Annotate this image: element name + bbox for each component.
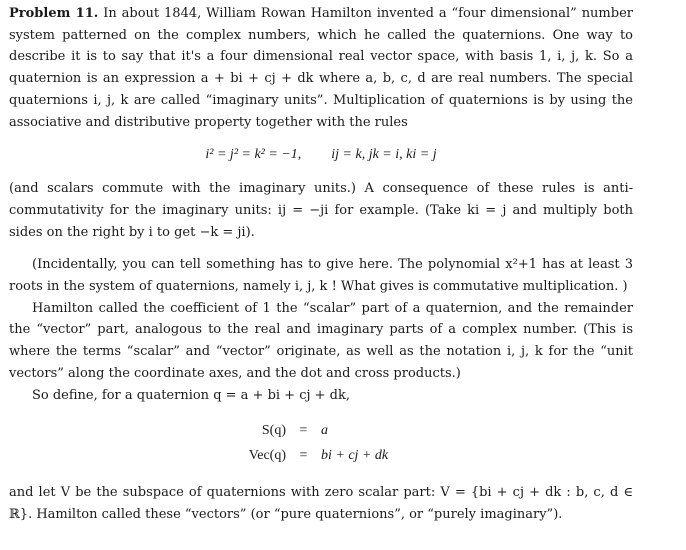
intro-text: In about 1844, William Rowan Hamilton invented a “four dimensional” number system patterned on the complex numbers, which he called the quaternions. One way to describe it is to say that it's a four dimensional real vector space, with basis 1, i, j, k. So a quaternion is an expression a + bi + cj + dk where a, b, c, d are real numbers. The special quaternions i, j, k are called “imaginary units”. Multiplication of quaternions is by using the associative and distributive property together with the rules [9,6,633,130]
problem-label: Problem 11. [9,6,99,21]
paragraph-intro [9,3,633,133]
definition-row-scalar [9,418,633,443]
paragraph-subspace: and let V be the subspace of quaternions with zero scalar part: V = {bi + cj + dk : b, c, d ∈ ℝ}. Hamilton called these “vectors” (or “pure quaternions”, or “purely imaginary”). [9,485,633,522]
problem-text [9,3,633,526]
definition-lhs: S(q) [261,423,286,439]
paragraph-scalar-vector: Hamilton called the coefficient of 1 the “scalar” part of a quaternion, and the remainder the “vector” part, analogous to the real and imaginary parts of a complex number. (This is where the terms “scalar” and “vector” originate, as well as the notation i, j, k for the “unit vectors” along the coordinate axes, and the dot and cross products.) [9,300,633,381]
paragraph-define: So define, for a quaternion q = a + bi + cj + dk, [32,387,351,403]
multiplication-rules [9,144,633,166]
paragraph-incidentally: (Incidentally, you can tell something has to give here. The polynomial x²+1 has at least 3 roots in the system of quaternions, namely i, j, k ! What gives is commutative multiplication. ) [9,257,633,295]
rules-products: ij = k, jk = i, ki = j [331,147,437,163]
paragraph-anticommutativity: (and scalars commute with the imaginary units.) A consequence of these rules is anti-commutativity for the imaginary units: ij = −ji for example. (Take ki = j and multiply both sides on the right by i to get −k = ji). [9,181,633,240]
definition-table [9,418,633,468]
definition-rhs: bi + cj + dk [321,448,389,464]
rules-squares: i² = j² = k² = −1, [205,147,302,163]
definition-rhs: a [321,423,328,439]
definition-equals: = [299,423,308,439]
definition-equals: = [299,448,308,464]
definition-lhs: Vec(q) [248,448,286,464]
definition-row-vector [9,443,633,468]
